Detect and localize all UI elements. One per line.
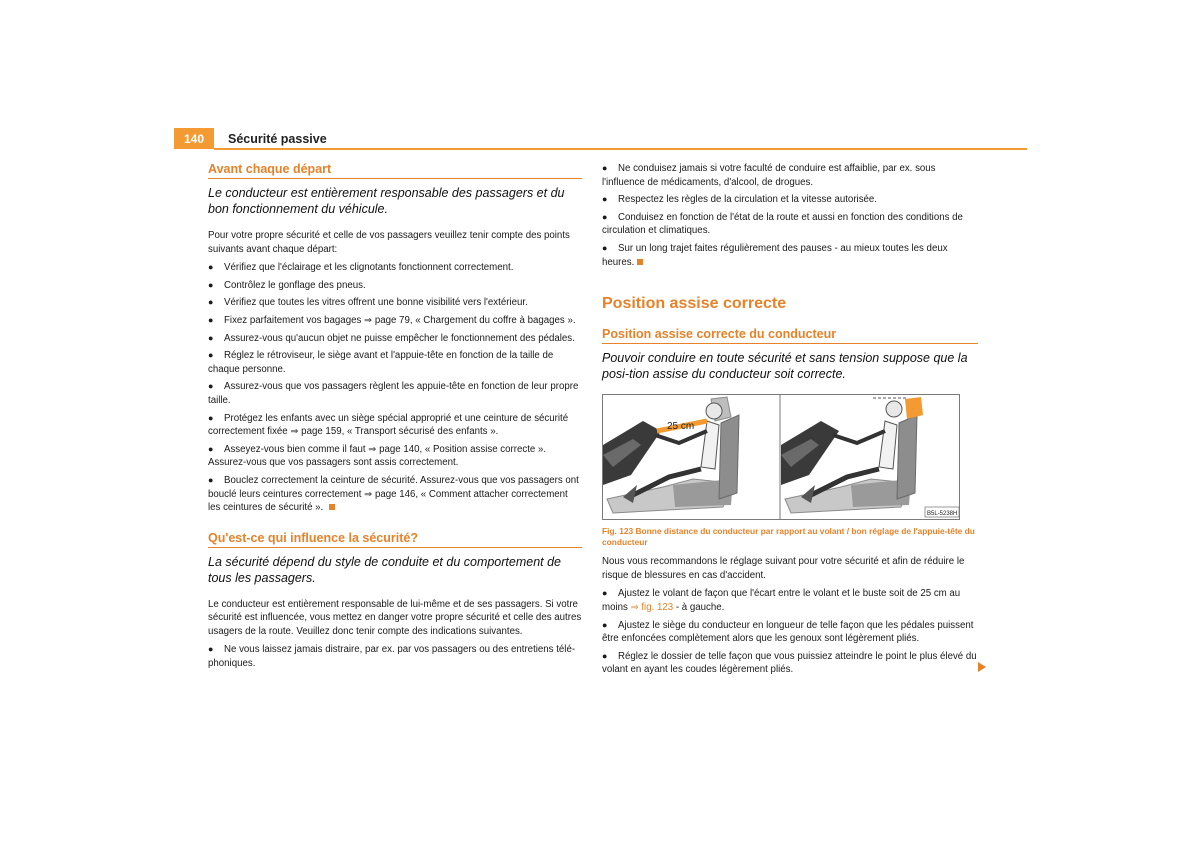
bullet-icon: ● bbox=[208, 350, 214, 361]
bullet-icon: ● bbox=[602, 650, 608, 661]
heading-avant-chaque-depart: Avant chaque départ bbox=[208, 162, 582, 179]
header-rule bbox=[214, 148, 1027, 150]
end-mark-icon bbox=[329, 504, 335, 510]
intro-paragraph: Pour votre propre sécurité et celle de vos passagers veuillez tenir compte des points suivants avant chaque départ: bbox=[208, 230, 570, 255]
page-number: 140 bbox=[174, 128, 214, 149]
list-item: ● Contrôlez le gonflage des pneus. bbox=[208, 279, 366, 291]
list-item: ● Conduisez en fonction de l'état de la route et aussi en fonction des conditions de circulation et climatiques. bbox=[602, 211, 963, 237]
bullet-icon: ● bbox=[602, 211, 608, 222]
bullet-icon: ● bbox=[208, 381, 214, 392]
list-item: ● Bouclez correctement la ceinture de sécurité. Assurez-vous que vos passagers ont bouclé leurs ceintures correctement ⇒ page 146, « Comment attacher correctement les ceintures de sécurité ». bbox=[208, 474, 579, 514]
heading-position-conducteur: Position assise correcte du conducteur bbox=[602, 327, 978, 344]
list-item: ● Protégez les enfants avec un siège spécial approprié et une ceinture de sécurité correctement fixée ⇒ page 159, « Transport sécurisé des enfants ». bbox=[208, 412, 569, 438]
bullet-icon: ● bbox=[208, 412, 214, 423]
list-item: ● Réglez le rétroviseur, le siège avant et l'appuie-tête en fonction de la taille de chaque personne. bbox=[208, 350, 554, 375]
lead-paragraph: Pouvoir conduire en toute sécurité et sans tension suppose que la posi-tion assise du conducteur soit correcte. bbox=[602, 351, 968, 382]
bullet-icon: ● bbox=[602, 163, 608, 173]
bullet-icon: ● bbox=[208, 279, 214, 290]
list-item: ● Réglez le dossier de telle façon que vous puissiez atteindre le point le plus élevé du volant en ayant les coudes légèrement pliés. bbox=[602, 650, 977, 676]
right-column bbox=[602, 162, 978, 681]
bullet-icon: ● bbox=[208, 474, 214, 485]
list-item: ● Ne vous laissez jamais distraire, par ex. par vos passagers ou des entretiens télé-phoniques. bbox=[208, 644, 576, 670]
svg-text:25 cm: 25 cm bbox=[667, 421, 695, 433]
heading-influence-securite: Qu'est-ce qui influence la sécurité? bbox=[208, 531, 582, 548]
figure-code: B5L-5238H bbox=[927, 511, 958, 518]
list-item: ● Assurez-vous qu'aucun objet ne puisse empêcher le fonctionnement des pédales. bbox=[208, 332, 575, 344]
running-header: Sécurité passive bbox=[228, 132, 327, 146]
lead-paragraph: La sécurité dépend du style de conduite et du comportement de tous les passagers. bbox=[208, 554, 562, 585]
list-item: ● Asseyez-vous bien comme il faut ⇒ page 140, « Position assise correcte ». Assurez-vous que vos passagers sont assis correctement. bbox=[208, 443, 547, 469]
right-panel bbox=[781, 397, 959, 517]
intro-paragraph: Nous vous recommandons le réglage suivant pour votre sécurité et afin de réduire le risque de blessures en cas d'accident. bbox=[602, 556, 965, 581]
section-title-position-assise: Position assise correcte bbox=[602, 295, 787, 313]
list-item: ● Ajustez le volant de façon que l'écart entre le volant et le buste soit de 25 cm au moins ⇒ fig. 123 - à gauche. bbox=[602, 588, 961, 613]
list-item: ● Fixez parfaitement vos bagages ⇒ page 79, « Chargement du coffre à bagages ». bbox=[208, 314, 576, 326]
list-item: ● Vérifiez que toutes les vitres offrent une bonne visibilité vers l'extérieur. bbox=[208, 297, 528, 309]
bullet-icon: ● bbox=[602, 619, 608, 630]
list-item: ● Vérifiez que l'éclairage et les clignotants fonctionnent correctement. bbox=[208, 262, 514, 274]
lead-paragraph: Le conducteur est entièrement responsable des passagers et du bon fonctionnement du véhicule. bbox=[208, 186, 565, 216]
left-column bbox=[208, 162, 582, 675]
seating-illustration bbox=[603, 395, 959, 519]
list-item: ● Sur un long trajet faites régulièrement des pauses - au mieux toutes les deux heures. bbox=[602, 242, 948, 268]
continue-arrow-icon bbox=[978, 662, 986, 672]
left-panel bbox=[603, 397, 739, 513]
bullet-icon: ● bbox=[208, 443, 214, 454]
bullet-icon: ● bbox=[602, 588, 608, 599]
end-mark-icon bbox=[637, 259, 643, 265]
bullet-icon: ● bbox=[208, 644, 214, 655]
bullet-icon: ● bbox=[208, 297, 214, 308]
figure-reference-link[interactable]: ⇒ fig. 123 bbox=[630, 601, 674, 613]
bullet-icon: ● bbox=[208, 262, 214, 273]
list-item: ● Assurez-vous que vos passagers règlent les appuie-tête en fonction de leur propre taille. bbox=[208, 381, 579, 406]
figure-caption: Fig. 123 Bonne distance du conducteur par rapport au volant / bon réglage de l'appuie-tête du conducteur bbox=[602, 526, 975, 547]
list-item: ● Ne conduisez jamais si votre faculté de conduire est affaiblie, par ex. sous l'influence de médicaments, d'alcool, de drogues. bbox=[602, 163, 936, 188]
list-item: ● Ajustez le siège du conducteur en longueur de telle façon que les pédales puissent être enfoncées complètement alors que les genoux sont légèrement pliés. bbox=[602, 619, 974, 645]
bullet-icon: ● bbox=[602, 242, 608, 253]
bullet-icon: ● bbox=[208, 332, 214, 343]
figure-seating-position bbox=[602, 394, 960, 520]
list-item: ● Respectez les règles de la circulation et la vitesse autorisée. bbox=[602, 194, 878, 206]
bullet-icon: ● bbox=[602, 194, 608, 205]
intro-paragraph: Le conducteur est entièrement responsable de lui-même et de ses passagers. Si votre sécurité est influencée, vous mettez en danger votre propre sécurité et celle des autres usagers de la route. Veuillez donc tenir compte des indications suivantes. bbox=[208, 598, 582, 637]
bullet-icon: ● bbox=[208, 314, 214, 325]
